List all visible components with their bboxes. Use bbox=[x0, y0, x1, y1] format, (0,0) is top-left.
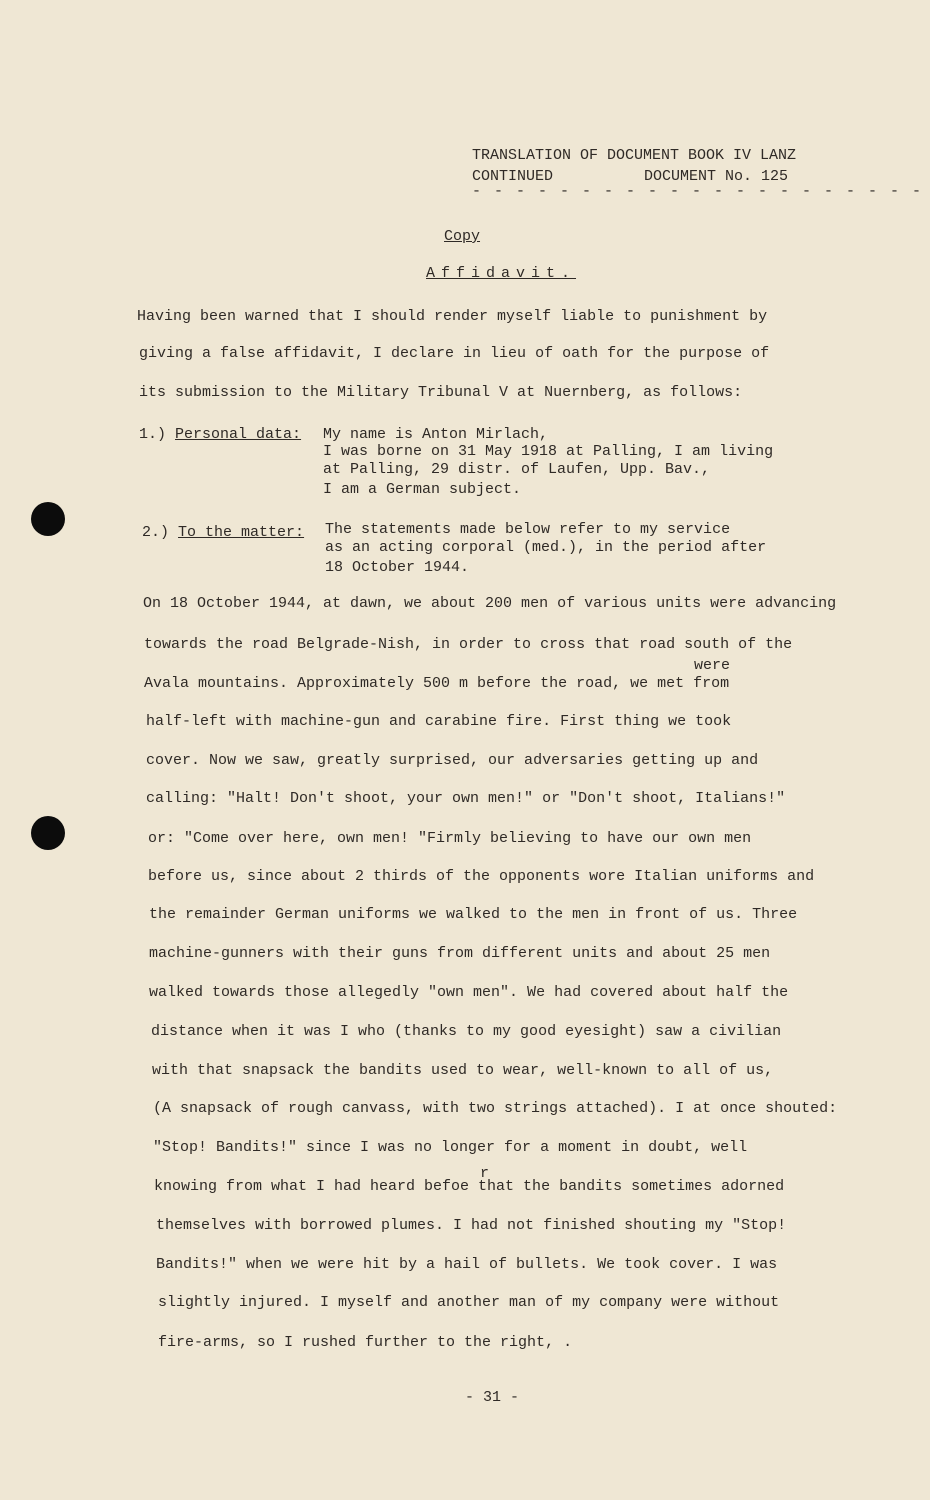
body-line: machine-gunners with their guns from different units and about 25 men bbox=[149, 945, 771, 962]
section-2-line: 18 October 1944. bbox=[325, 559, 470, 576]
handwritten-insertion: r bbox=[480, 1165, 490, 1182]
affidavit-title: Affidavit. bbox=[426, 265, 577, 282]
body-line: Avala mountains. Approximately 500 m before the road, we met from bbox=[144, 675, 730, 692]
section-1-line: My name is Anton Mirlach, bbox=[323, 426, 549, 443]
section-2-line: The statements made below refer to my service bbox=[325, 521, 731, 538]
body-line: themselves with borrowed plumes. I had not finished shouting my "Stop! bbox=[156, 1217, 787, 1234]
section-1-line: I am a German subject. bbox=[323, 481, 522, 498]
handwritten-insertion: were bbox=[694, 657, 731, 674]
section-label: Personal data: bbox=[175, 426, 302, 443]
body-line: walked towards those allegedly "own men". We had covered about half the bbox=[149, 984, 789, 1001]
body-line: "Stop! Bandits!" since I was no longer for a moment in doubt, well bbox=[153, 1139, 748, 1156]
body-line: half-left with machine-gun and carabine fire. First thing we took bbox=[146, 713, 732, 730]
body-line: before us, since about 2 thirds of the opponents wore Italian uniforms and bbox=[148, 868, 815, 885]
section-number: 2.) bbox=[142, 524, 170, 541]
body-line: slightly injured. I myself and another man of my company were without bbox=[158, 1294, 780, 1311]
intro-line: Having been warned that I should render myself liable to punishment by bbox=[137, 308, 768, 325]
body-line: towards the road Belgrade-Nish, in order to cross that road south of the bbox=[144, 636, 793, 653]
section-number: 1.) bbox=[139, 426, 167, 443]
section-1-line: I was borne on 31 May 1918 at Palling, I am living bbox=[323, 443, 774, 460]
header-document-number: DOCUMENT No. 125 bbox=[644, 168, 789, 185]
body-line: cover. Now we saw, greatly surprised, our adversaries getting up and bbox=[146, 752, 759, 769]
copy-label: Copy bbox=[444, 228, 481, 245]
section-2-heading bbox=[142, 524, 304, 541]
header-continued: CONTINUED bbox=[472, 168, 554, 185]
intro-line: giving a false affidavit, I declare in lieu of oath for the purpose of bbox=[139, 345, 770, 362]
body-line: or: "Come over here, own men! "Firmly believing to have our own men bbox=[148, 830, 752, 847]
body-line: (A snapsack of rough canvass, with two strings attached). I at once shouted: bbox=[153, 1100, 838, 1117]
section-1-line: at Palling, 29 distr. of Laufen, Upp. Bav., bbox=[323, 461, 711, 478]
body-line: fire-arms, so I rushed further to the right, . bbox=[158, 1334, 573, 1351]
section-1-heading bbox=[139, 426, 301, 443]
body-line: On 18 October 1944, at dawn, we about 200 men of various units were advancing bbox=[143, 595, 837, 612]
section-label: To the matter: bbox=[178, 524, 305, 541]
header-title: TRANSLATION OF DOCUMENT BOOK IV LANZ bbox=[472, 147, 797, 164]
punch-hole-top bbox=[31, 502, 65, 536]
header-rule: - - - - - - - - - - - - - - - - - - - - - bbox=[472, 183, 924, 200]
body-line: Bandits!" when we were hit by a hail of bullets. We took cover. I was bbox=[156, 1256, 778, 1273]
document-header bbox=[472, 145, 796, 187]
section-2-line: as an acting corporal (med.), in the period after bbox=[325, 539, 767, 556]
body-line: the remainder German uniforms we walked to the men in front of us. Three bbox=[149, 906, 798, 923]
page-number: - 31 - bbox=[465, 1389, 520, 1406]
punch-hole-bottom bbox=[31, 816, 65, 850]
body-line: distance when it was I who (thanks to my good eyesight) saw a civilian bbox=[151, 1023, 782, 1040]
body-line: knowing from what I had heard befoe that the bandits sometimes adorned bbox=[154, 1178, 785, 1195]
intro-line: its submission to the Military Tribunal V at Nuernberg, as follows: bbox=[139, 384, 743, 401]
body-line: calling: "Halt! Don't shoot, your own men!" or "Don't shoot, Italians!" bbox=[146, 790, 786, 807]
body-line: with that snapsack the bandits used to wear, well-known to all of us, bbox=[152, 1062, 774, 1079]
